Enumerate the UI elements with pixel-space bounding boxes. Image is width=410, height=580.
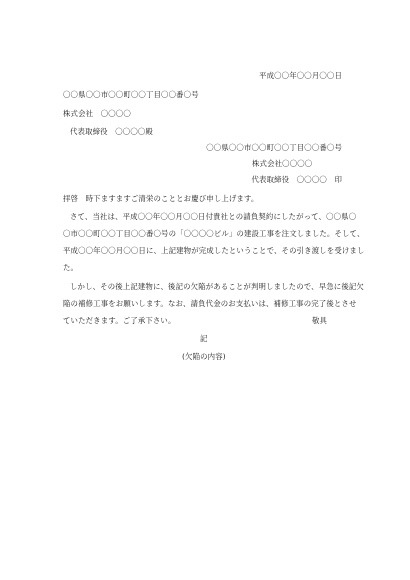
body-paragraph-2-line-2: 陥の補修工事をお願いします。なお、請負代金のお支払いは、補修工事の完了後とさせ bbox=[63, 299, 357, 308]
recipient-representative: 代表取締役 〇〇〇〇殿 bbox=[70, 127, 153, 136]
recipient-address: 〇〇県〇〇市〇〇町〇〇丁目〇〇番〇号 bbox=[63, 90, 199, 99]
body-paragraph-2-line-1: しかし、その後上記建物に、後記の欠陥があることが判明しましたので、早急に後記欠 bbox=[70, 282, 364, 291]
closing-keigu: 敬具 bbox=[312, 316, 328, 325]
body-paragraph-1-line-4: た。 bbox=[63, 263, 79, 272]
body-paragraph-1-line-2: 〇市〇〇町〇〇丁目〇〇番〇号の「〇〇〇〇ビル」の建設工事を注文しました。そして、 bbox=[63, 229, 365, 238]
defects-heading: (欠陥の内容) bbox=[182, 352, 226, 361]
greeting-line: 拝啓 時下ますますご清栄のこととお慶び申し上げます。 bbox=[63, 194, 259, 203]
recipient-company: 株式会社 〇〇〇〇 bbox=[63, 109, 131, 118]
sender-representative: 代表取締役 〇〇〇〇 印 bbox=[251, 175, 342, 184]
sender-company: 株式会社〇〇〇〇 bbox=[252, 159, 313, 168]
body-paragraph-1-line-1: さて、当社は、平成〇〇年〇〇月〇〇日付貴社との請負契約にしたがって、〇〇県〇 bbox=[70, 212, 357, 221]
body-paragraph-2-line-3: ていただきます。ご了承下さい。 bbox=[63, 316, 176, 325]
document-date: 平成〇〇年〇〇月〇〇日 bbox=[259, 71, 342, 80]
ki-heading: 記 bbox=[200, 334, 208, 343]
body-paragraph-1-line-3: 平成〇〇年〇〇月〇〇日に、上記建物が完成したということで、その引き渡しを受けまし bbox=[63, 246, 365, 255]
sender-address: 〇〇県〇〇市〇〇町〇〇丁目〇〇番〇号 bbox=[206, 143, 342, 152]
